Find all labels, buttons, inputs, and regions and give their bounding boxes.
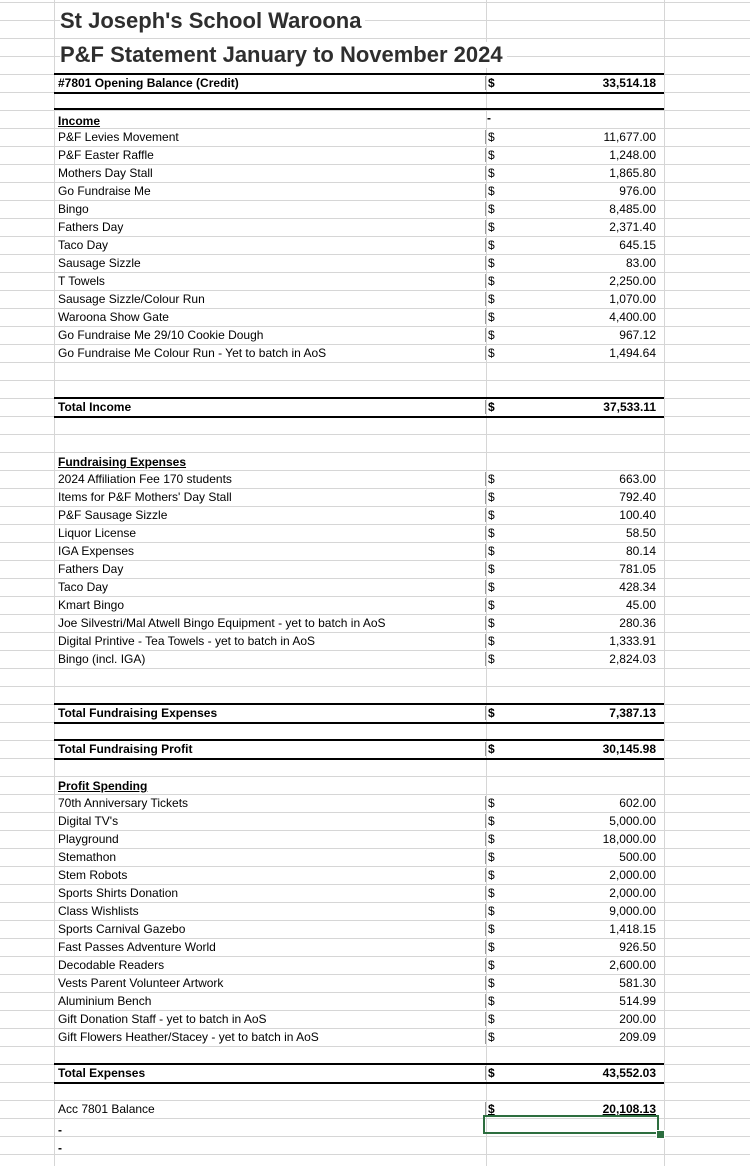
row-amount: 500.00 (619, 850, 656, 864)
cell-border (485, 400, 486, 414)
cell-border (485, 634, 486, 648)
row-label: Acc 7801 Balance (58, 1102, 155, 1116)
cell-border (485, 598, 486, 612)
row-amount: 1,070.00 (609, 292, 656, 306)
row-amount: 602.00 (619, 796, 656, 810)
section-heading: Income (58, 114, 101, 128)
row-label: Playground (58, 832, 119, 846)
spending-row[interactable] (54, 812, 664, 830)
spending-row[interactable] (54, 884, 664, 902)
income-row[interactable] (54, 272, 664, 290)
cell-border (485, 76, 486, 90)
expense-row[interactable] (54, 542, 664, 560)
income-row[interactable] (54, 344, 664, 362)
row-amount: 8,485.00 (609, 202, 656, 216)
currency-symbol: $ (488, 994, 495, 1008)
row-label: P&F Levies Movement (58, 130, 179, 144)
row-amount: 37,533.11 (603, 400, 656, 414)
currency-symbol: $ (488, 616, 495, 630)
currency-symbol: $ (488, 652, 495, 666)
currency-symbol: $ (488, 598, 495, 612)
income-row[interactable] (54, 308, 664, 326)
cell-border (485, 508, 486, 522)
cell-border (485, 166, 486, 180)
row-label: Fast Passes Adventure World (58, 940, 216, 954)
row-amount: 30,145.98 (602, 742, 656, 756)
opening-balance-row[interactable] (54, 74, 664, 92)
cell-border (485, 1102, 486, 1116)
cell-border (485, 148, 486, 162)
section-heading: Fundraising Expenses (58, 455, 187, 469)
spending-row[interactable] (54, 866, 664, 884)
cell-border (485, 904, 486, 918)
row-label: Go Fundraise Me (58, 184, 151, 198)
cell-border (485, 490, 486, 504)
spending-row[interactable] (54, 956, 664, 974)
row-amount: 781.05 (619, 562, 656, 576)
row-label: P&F Sausage Sizzle (58, 508, 168, 522)
row-amount: 581.30 (619, 976, 656, 990)
row-amount: 4,400.00 (609, 310, 656, 324)
cell-border (485, 616, 486, 630)
cell-border (485, 832, 486, 846)
spending-row[interactable] (54, 902, 664, 920)
currency-symbol: $ (488, 976, 495, 990)
row-label: Sports Carnival Gazebo (58, 922, 186, 936)
row-label: Decodable Readers (58, 958, 165, 972)
currency-symbol: $ (488, 256, 495, 270)
expense-row[interactable] (54, 488, 664, 506)
row-label: Total Fundraising Profit (58, 742, 193, 756)
row-amount: 20,108.13 (602, 1102, 656, 1116)
currency-symbol: $ (488, 202, 495, 216)
row-amount: 1,865.80 (609, 166, 656, 180)
cell-border (485, 544, 486, 558)
currency-symbol: $ (488, 814, 495, 828)
cell-border (485, 346, 486, 360)
cell-border (485, 310, 486, 324)
row-amount: 33,514.18 (602, 76, 656, 90)
rule-bottom (54, 92, 664, 94)
rule-bottom (54, 416, 664, 418)
row-label: 70th Anniversary Tickets (58, 796, 189, 810)
spending-row[interactable] (54, 938, 664, 956)
income-row[interactable] (54, 164, 664, 182)
row-amount: 792.40 (619, 490, 656, 504)
row-amount: 9,000.00 (609, 904, 656, 918)
expense-row[interactable] (54, 632, 664, 650)
cell-border (485, 274, 486, 288)
currency-symbol: $ (488, 886, 495, 900)
row-label: P&F Easter Raffle (58, 148, 154, 162)
row-label: Digital Printive - Tea Towels - yet to batch in AoS (58, 634, 316, 648)
currency-symbol: $ (488, 76, 495, 90)
income-row[interactable] (54, 128, 664, 146)
row-amount: 5,000.00 (609, 814, 656, 828)
rule-top (54, 108, 664, 110)
currency-symbol: $ (488, 544, 495, 558)
spending-row[interactable] (54, 1028, 664, 1046)
cell-border (485, 940, 486, 954)
cell-border (485, 562, 486, 576)
cell-border (485, 994, 486, 1008)
cell-border (485, 220, 486, 234)
expense-row[interactable] (54, 596, 664, 614)
row-label: Taco Day (58, 580, 109, 594)
cell-border (485, 850, 486, 864)
currency-symbol: $ (488, 472, 495, 486)
cell-border (485, 1030, 486, 1044)
currency-symbol: $ (488, 508, 495, 522)
row-amount: 1,494.64 (609, 346, 656, 360)
cell-border (485, 472, 486, 486)
currency-symbol: $ (488, 238, 495, 252)
dash-mark: - (487, 111, 491, 125)
cell-border (485, 814, 486, 828)
cell-border (485, 976, 486, 990)
row-amount: 428.34 (619, 580, 656, 594)
row-amount: 645.15 (619, 238, 656, 252)
row-label: #7801 Opening Balance (Credit) (58, 76, 239, 90)
fill-handle[interactable] (656, 1130, 665, 1139)
row-label: Digital TV's (58, 814, 119, 828)
currency-symbol: $ (488, 904, 495, 918)
currency-symbol: $ (488, 1102, 495, 1116)
currency-symbol: $ (488, 328, 495, 342)
row-amount: 514.99 (619, 994, 656, 1008)
row-amount: 200.00 (619, 1012, 656, 1026)
cell-border (485, 796, 486, 810)
cell-border (485, 868, 486, 882)
cell-border (485, 922, 486, 936)
expense-row[interactable] (54, 506, 664, 524)
rule-bottom (54, 1082, 664, 1084)
currency-symbol: $ (488, 310, 495, 324)
cell-border (485, 328, 486, 342)
row-label: Kmart Bingo (58, 598, 125, 612)
currency-symbol: $ (488, 562, 495, 576)
row-amount: 100.40 (619, 508, 656, 522)
row-label: Taco Day (58, 238, 109, 252)
row-label: IGA Expenses (58, 544, 135, 558)
row-label: Sausage Sizzle (58, 256, 141, 270)
profit-spending-heading-row[interactable] (54, 777, 664, 795)
currency-symbol: $ (488, 274, 495, 288)
rule-bottom (54, 722, 664, 724)
total-income-row[interactable] (54, 398, 664, 416)
row-amount: 2,000.00 (609, 886, 656, 900)
sheet-subtitle: P&F Statement January to November 2024 (60, 42, 507, 68)
row-amount: 976.00 (619, 184, 656, 198)
currency-symbol: $ (488, 832, 495, 846)
row-amount: 2,600.00 (609, 958, 656, 972)
row-label: Go Fundraise Me 29/10 Cookie Dough (58, 328, 264, 342)
currency-symbol: $ (488, 1066, 495, 1080)
row-label: Sports Shirts Donation (58, 886, 179, 900)
row-label: Fathers Day (58, 220, 124, 234)
currency-symbol: $ (488, 166, 495, 180)
cell-border (485, 706, 486, 720)
row-amount: 7,387.13 (609, 706, 656, 720)
income-row[interactable] (54, 146, 664, 164)
cell-border (485, 292, 486, 306)
currency-symbol: $ (488, 1012, 495, 1026)
currency-symbol: $ (488, 490, 495, 504)
row-amount: 83.00 (625, 256, 656, 270)
currency-symbol: $ (488, 796, 495, 810)
row-label: Stem Robots (58, 868, 128, 882)
currency-symbol: $ (488, 1030, 495, 1044)
row-label: Gift Donation Staff - yet to batch in AoS (58, 1012, 267, 1026)
spending-row[interactable] (54, 830, 664, 848)
cell-border (485, 202, 486, 216)
currency-symbol: $ (488, 706, 495, 720)
currency-symbol: $ (488, 958, 495, 972)
currency-symbol: $ (488, 292, 495, 306)
row-amount: 80.14 (625, 544, 656, 558)
cell-border (485, 1066, 486, 1080)
spending-row[interactable] (54, 974, 664, 992)
total-fundraising-expenses-row[interactable] (54, 704, 664, 722)
row-label: Class Wishlists (58, 904, 139, 918)
row-amount: 43,552.03 (602, 1066, 656, 1080)
row-label: Liquor License (58, 526, 137, 540)
cell-border (485, 184, 486, 198)
currency-symbol: $ (488, 580, 495, 594)
income-row[interactable] (54, 218, 664, 236)
row-amount: 18,000.00 (602, 832, 656, 846)
cell-border (485, 238, 486, 252)
row-label: Waroona Show Gate (58, 310, 169, 324)
spending-row[interactable] (54, 920, 664, 938)
expense-row[interactable] (54, 650, 664, 668)
row-amount: 2,000.00 (609, 868, 656, 882)
row-amount: 2,250.00 (609, 274, 656, 288)
cell-border (485, 256, 486, 270)
row-amount: 663.00 (619, 472, 656, 486)
currency-symbol: $ (488, 634, 495, 648)
row-amount: 1,333.91 (609, 634, 656, 648)
currency-symbol: $ (488, 526, 495, 540)
income-row[interactable] (54, 254, 664, 272)
currency-symbol: $ (488, 940, 495, 954)
cell-border (485, 958, 486, 972)
row-amount: 967.12 (619, 328, 656, 342)
row-label: Bingo (58, 202, 89, 216)
expense-row[interactable] (54, 578, 664, 596)
row-label: Total Expenses (58, 1066, 146, 1080)
total-expenses-row[interactable] (54, 1064, 664, 1082)
spending-row[interactable] (54, 848, 664, 866)
cell-border (485, 652, 486, 666)
row-label: 2024 Affiliation Fee 170 students (58, 472, 232, 486)
section-heading: Profit Spending (58, 779, 148, 793)
row-label: Gift Flowers Heather/Stacey - yet to batch in AoS (58, 1030, 319, 1044)
income-row[interactable] (54, 290, 664, 308)
currency-symbol: $ (488, 148, 495, 162)
row-amount: 1,248.00 (609, 148, 656, 162)
income-row[interactable] (54, 326, 664, 344)
cell-border (485, 526, 486, 540)
income-row[interactable] (54, 182, 664, 200)
currency-symbol: $ (488, 346, 495, 360)
currency-symbol: $ (488, 184, 495, 198)
row-label: Total Fundraising Expenses (58, 706, 218, 720)
currency-symbol: $ (488, 868, 495, 882)
row-label: Items for P&F Mothers' Day Stall (58, 490, 232, 504)
cell-border (485, 1012, 486, 1026)
row-amount: 2,371.40 (609, 220, 656, 234)
dash-mark: - (58, 1123, 62, 1137)
expense-row[interactable] (54, 614, 664, 632)
fundraising-expenses-heading-row[interactable] (54, 453, 664, 471)
dash-mark: - (58, 1141, 62, 1155)
row-amount: 1,418.15 (609, 922, 656, 936)
currency-symbol: $ (488, 850, 495, 864)
expense-row[interactable] (54, 470, 664, 488)
expense-row[interactable] (54, 560, 664, 578)
row-label: Stemathon (58, 850, 117, 864)
selected-cell[interactable] (483, 1115, 659, 1134)
spending-row[interactable] (54, 1010, 664, 1028)
row-amount: 11,677.00 (603, 130, 656, 144)
row-label: Total Income (58, 400, 132, 414)
spending-row[interactable] (54, 992, 664, 1010)
row-amount: 209.09 (619, 1030, 656, 1044)
row-label: Go Fundraise Me Colour Run - Yet to batch in AoS (58, 346, 327, 360)
cell-border (485, 580, 486, 594)
currency-symbol: $ (488, 742, 495, 756)
currency-symbol: $ (488, 220, 495, 234)
row-label: Fathers Day (58, 562, 124, 576)
row-label: Joe Silvestri/Mal Atwell Bingo Equipment - yet to batch in AoS (58, 616, 386, 630)
rule-bottom (54, 758, 664, 760)
income-row[interactable] (54, 200, 664, 218)
expense-row[interactable] (54, 524, 664, 542)
cell-border (485, 742, 486, 756)
row-amount: 926.50 (619, 940, 656, 954)
row-amount: 280.36 (619, 616, 656, 630)
row-label: Sausage Sizzle/Colour Run (58, 292, 205, 306)
row-label: Vests Parent Volunteer Artwork (58, 976, 224, 990)
sheet-title: St Joseph's School Waroona (60, 8, 365, 34)
row-label: Mothers Day Stall (58, 166, 153, 180)
spending-row[interactable] (54, 794, 664, 812)
row-amount: 2,824.03 (609, 652, 656, 666)
row-label: T Towels (58, 274, 105, 288)
currency-symbol: $ (488, 922, 495, 936)
total-fundraising-profit-row[interactable] (54, 740, 664, 758)
income-row[interactable] (54, 236, 664, 254)
cell-border (485, 130, 486, 144)
row-label: Bingo (incl. IGA) (58, 652, 146, 666)
row-label: Aluminium Bench (58, 994, 152, 1008)
cell-border (485, 886, 486, 900)
currency-symbol: $ (488, 130, 495, 144)
row-amount: 45.00 (625, 598, 656, 612)
row-amount: 58.50 (625, 526, 656, 540)
currency-symbol: $ (488, 400, 495, 414)
